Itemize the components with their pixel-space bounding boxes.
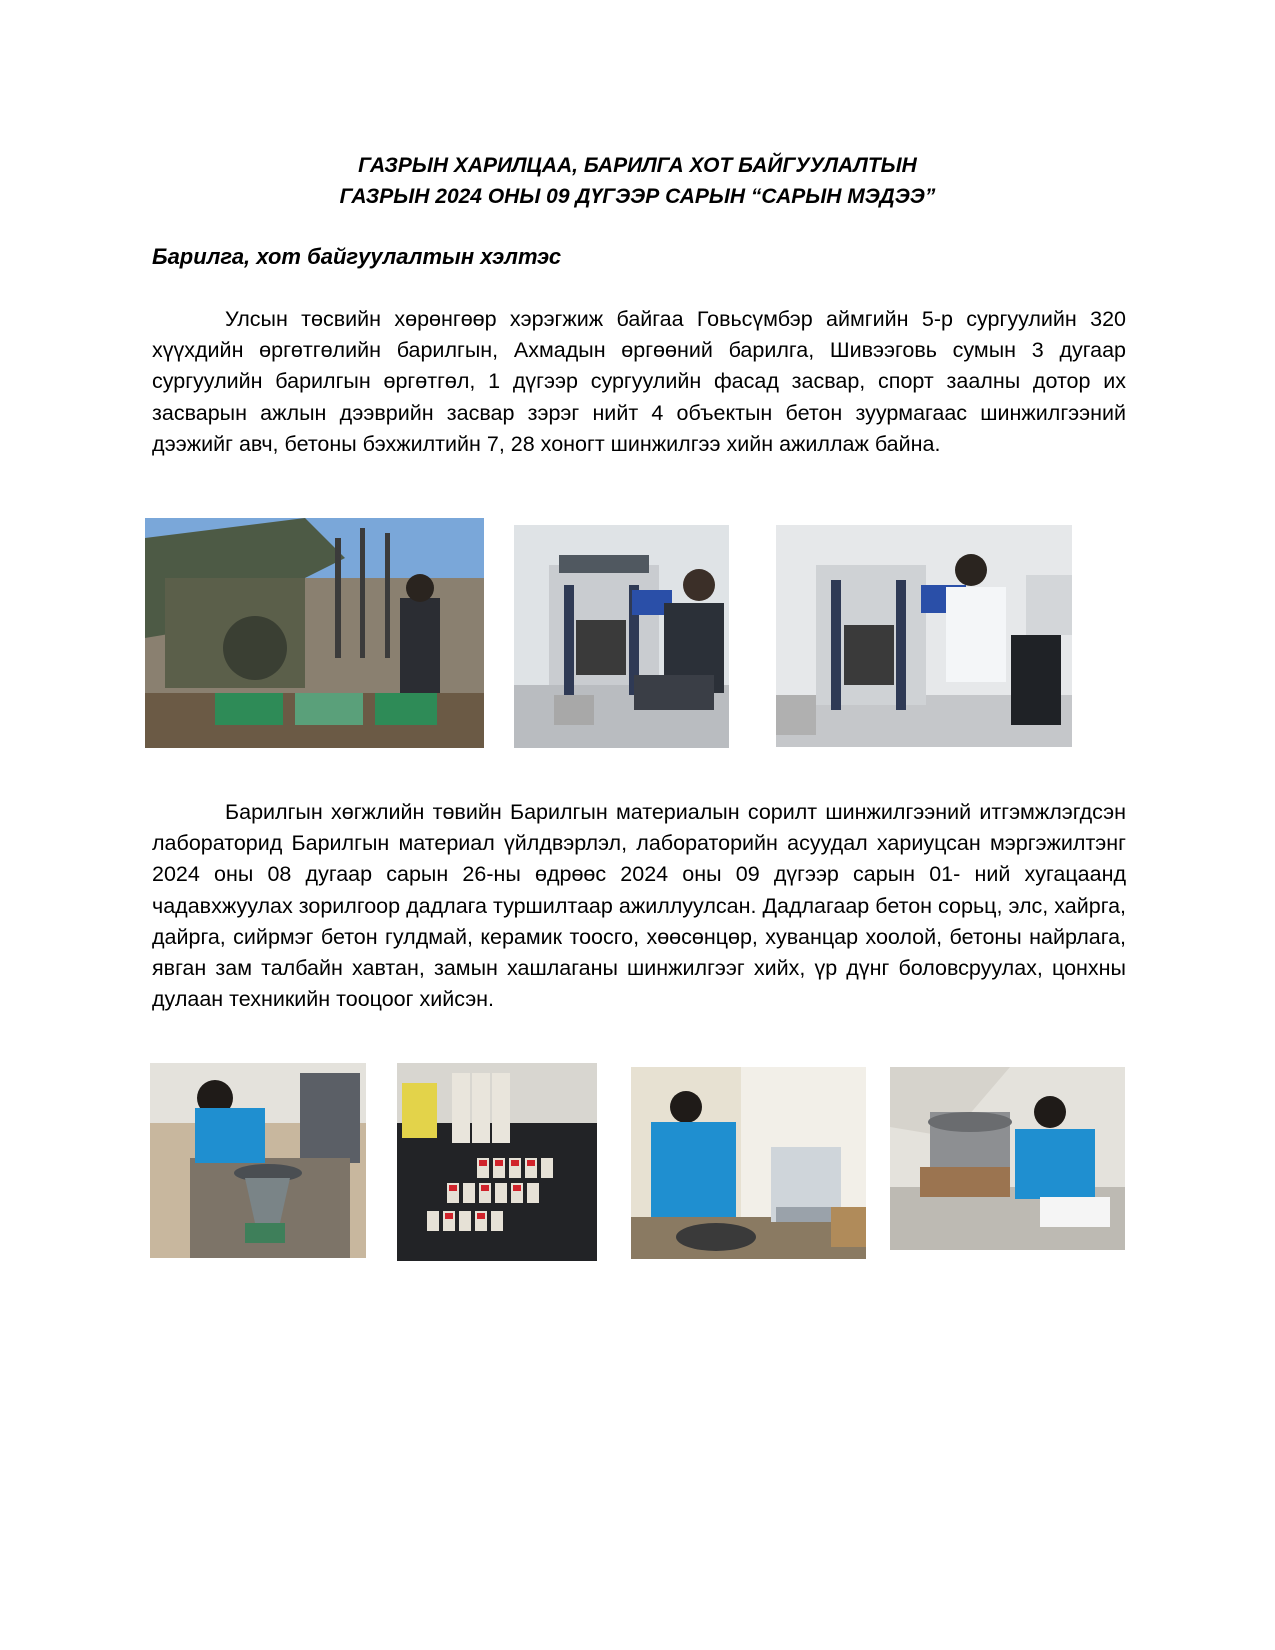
paragraph-2: Барилгын хөгжлийн төвийн Барилгын материалын сорилт шинжилгээний итгэмжлэгдсэн лабораторид Барилгын материал үйлдвэрлэл, лабораторийн асуудал хариуцсан мэргэжилтэнг 2024 оны 08 дугаар сарын 26-ны өдрөөс 2024 оны 09 дүгээр сарын 01- ний хугацаанд чадавхжуулах зорилгоор дадлага туршилтаар ажиллуулсан. Дадлагаар бетон сорьц, элс, хайрга, дайрга, сийрмэг бетон гулдмай, керамик тоосго, хөөсөнцөр, хуванцар хоолой, бетоны найрлага, явган зам талбайн хавтан, замын хашлаганы шинжилгээг хийх, үр дүнг боловсруулах, цонхны дулаан техникийн тооцоог хийсэн. xyxy=(152,800,1126,1012)
section-heading: Барилга, хот байгуулалтын хэлтэс xyxy=(152,244,562,269)
photo-compression-press-lab-2 xyxy=(776,525,1072,747)
paragraph-1: Улсын төсвийн хөрөнгөөр хэрэгжиж байгаа Говьсүмбэр аймгийн 5-р сургуулийн 320 хүүхдийн өргөтгөлийн барилгын, Ахмадын өргөөний барилга, Шивээговь сумын 3 дугаар сургуулийн барилгын өргөтгөл, 1 дүгээр сургуулийн фасад засвар, спорт заалны дотор их засварын ажлын дээврийн засвар зэрэг нийт 4 объектын бетон зуурмагаас шинжилгээний дээжийг авч, бетоны бэхжилтийн 7, 28 хоногт шинжилгээ хийн ажиллаж байна. xyxy=(152,307,1126,456)
photo-sand-cone-test xyxy=(150,1063,366,1258)
photo-plastic-pipe-samples xyxy=(397,1063,597,1261)
photo-compression-press-lab-1 xyxy=(514,525,729,748)
title-line-1: ГАЗРЫН ХАРИЛЦАА, БАРИЛГА ХОТ БАЙГУУЛАЛТЫН xyxy=(358,154,917,177)
photo-sieve-shaker xyxy=(890,1067,1125,1250)
photo-outdoor-concrete-sampling xyxy=(145,518,484,748)
document-title xyxy=(0,150,1275,212)
title-line-2: ГАЗРЫН 2024 ОНЫ 09 ДҮГЭЭР САРЫН “САРЫН МЭДЭЭ” xyxy=(339,185,936,208)
photo-analytical-balance xyxy=(631,1067,866,1259)
